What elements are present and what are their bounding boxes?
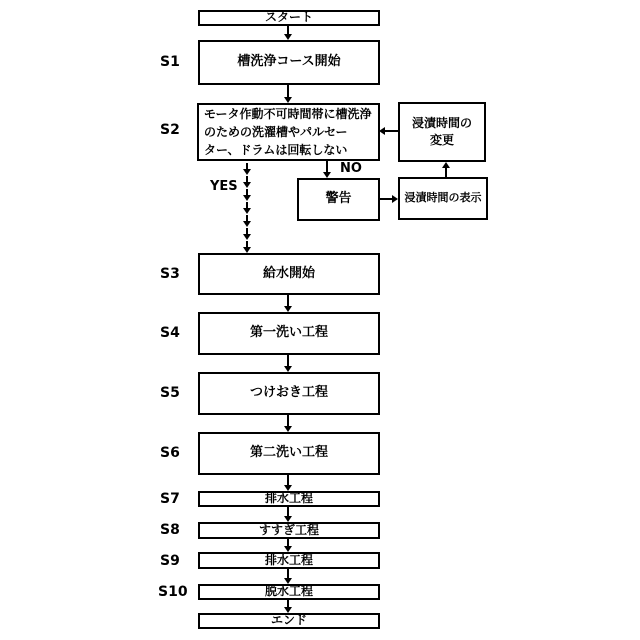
node-s1-tub-clean-course-start: 槽洗浄コース開始 — [198, 40, 380, 85]
yes-dashed-arrow-segment — [246, 202, 248, 208]
arrow-display-to-change — [445, 168, 447, 177]
node-s10-spin: 脱水工程 — [198, 584, 380, 600]
step-label-s7: S7 — [160, 491, 180, 507]
step-label-s8: S8 — [160, 522, 180, 538]
arrow-s6-to-s7 — [287, 475, 289, 485]
node-s2-line1: モータ作動不可時間帯に槽洗浄 — [204, 107, 372, 121]
node-s9-drain: 排水工程 — [198, 552, 380, 569]
step-label-s1: S1 — [160, 54, 180, 70]
node-s6-second-wash: 第二洗い工程 — [198, 432, 380, 475]
arrow-s4-to-s5 — [287, 355, 289, 366]
node-s2-line2: のための洗濯槽やパルセー — [204, 125, 348, 139]
step-label-s3: S3 — [160, 266, 180, 282]
step-label-s2: S2 — [160, 122, 180, 138]
node-warning: 警告 — [297, 178, 380, 221]
node-s5-soak: つけおき工程 — [198, 372, 380, 415]
yes-dashed-arrow-segment — [246, 163, 248, 169]
step-label-s9: S9 — [160, 553, 180, 569]
node-soak-time-display: 浸漬時間の表示 — [398, 177, 488, 220]
step-label-s6: S6 — [160, 445, 180, 461]
soak-time-change-line1: 浸漬時間の — [411, 116, 472, 130]
yes-dashed-arrow-segment — [246, 215, 248, 221]
no-label: NO — [340, 161, 362, 176]
arrow-start-to-s1 — [287, 26, 289, 34]
arrow-warning-to-display — [380, 198, 392, 200]
node-s2-motor-inoperable-check — [197, 103, 380, 161]
yes-dashed-arrow-segment — [246, 176, 248, 182]
yes-dashed-arrow-segment — [246, 189, 248, 195]
node-s2-line3: ター、ドラムは回転しない — [204, 143, 348, 157]
step-label-s10: S10 — [158, 584, 188, 600]
yes-dashed-arrow-segment — [246, 241, 248, 247]
step-label-s4: S4 — [160, 325, 180, 341]
arrow-change-to-s2 — [385, 130, 398, 132]
arrow-s7-to-s8 — [287, 507, 289, 516]
node-s8-rinse: すすぎ工程 — [198, 522, 380, 539]
node-soak-time-change — [398, 102, 486, 162]
node-s4-first-wash: 第一洗い工程 — [198, 312, 380, 355]
arrow-s8-to-s9 — [287, 539, 289, 546]
node-start: スタート — [198, 10, 380, 26]
arrow-s3-to-s4 — [287, 295, 289, 306]
node-s3-water-supply-start: 給水開始 — [198, 253, 380, 295]
arrow-s5-to-s6 — [287, 415, 289, 426]
node-s7-drain: 排水工程 — [198, 491, 380, 507]
arrow-no-s2-to-warning — [326, 161, 328, 172]
arrow-s9-to-s10 — [287, 569, 289, 578]
yes-dashed-arrow-segment — [246, 228, 248, 234]
step-label-s5: S5 — [160, 385, 180, 401]
soak-time-change-line2: 変更 — [429, 133, 454, 147]
arrow-s10-to-end — [287, 600, 289, 607]
yes-label: YES — [210, 179, 238, 194]
node-end: エンド — [198, 613, 380, 629]
arrow-s1-to-s2 — [287, 85, 289, 97]
